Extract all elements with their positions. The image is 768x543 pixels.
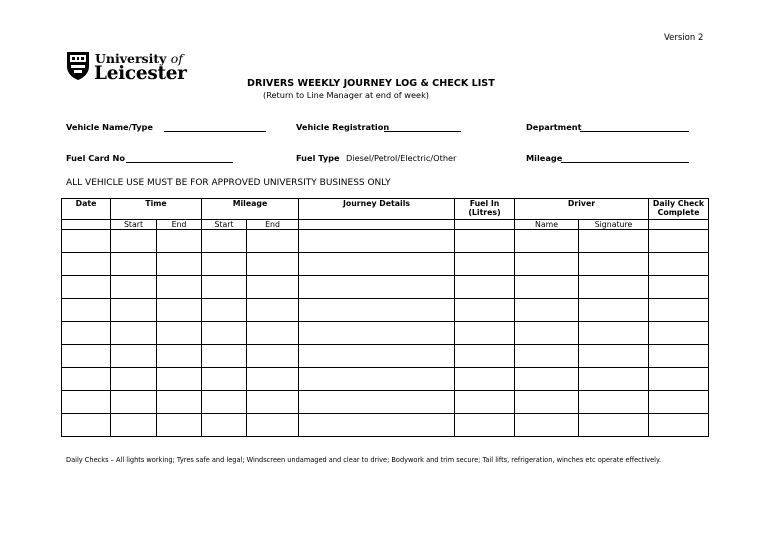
- mileage-label: Mileage: [526, 153, 563, 163]
- department-label: Department: [526, 122, 582, 132]
- header-date: Date: [62, 199, 111, 220]
- table-cell[interactable]: [157, 253, 202, 276]
- table-row: [62, 345, 709, 368]
- fuel-card-no-label: Fuel Card No: [66, 153, 125, 163]
- table-cell[interactable]: [202, 299, 247, 322]
- table-row: [62, 230, 709, 253]
- table-row: [62, 322, 709, 345]
- table-cell[interactable]: [62, 368, 111, 391]
- table-cell[interactable]: [247, 299, 299, 322]
- table-cell[interactable]: [202, 368, 247, 391]
- table-cell[interactable]: [247, 368, 299, 391]
- table-cell[interactable]: [247, 391, 299, 414]
- table-cell[interactable]: [157, 368, 202, 391]
- table-cell[interactable]: [62, 253, 111, 276]
- daily-checks-footnote: Daily Checks – All lights working; Tyres safe and legal; Windscreen undamaged and clear to drive; Bodywork and trim secure; Tail lifts, refrigeration, winches etc operate effectively.: [66, 456, 662, 464]
- table-cell[interactable]: [202, 322, 247, 345]
- table-cell[interactable]: [62, 276, 111, 299]
- table-cell[interactable]: [515, 368, 579, 391]
- table-cell[interactable]: [455, 230, 515, 253]
- table-cell[interactable]: [157, 345, 202, 368]
- table-cell[interactable]: [299, 230, 455, 253]
- table-cell[interactable]: [247, 322, 299, 345]
- table-cell[interactable]: [299, 345, 455, 368]
- table-cell[interactable]: [157, 230, 202, 253]
- table-cell[interactable]: [62, 414, 111, 437]
- table-cell[interactable]: [515, 322, 579, 345]
- table-cell[interactable]: [579, 345, 649, 368]
- table-cell[interactable]: [202, 276, 247, 299]
- table-cell[interactable]: [515, 391, 579, 414]
- table-row: [62, 276, 709, 299]
- vehicle-name-type-label: Vehicle Name/Type: [66, 122, 153, 132]
- approved-use-notice: ALL VEHICLE USE MUST BE FOR APPROVED UNIVERSITY BUSINESS ONLY: [66, 178, 391, 188]
- table-row: [62, 299, 709, 322]
- crest-icon: [66, 51, 90, 81]
- header-time: Time: [111, 199, 202, 220]
- table-cell[interactable]: [62, 391, 111, 414]
- table-cell[interactable]: [649, 230, 709, 253]
- subheader-time-start: Start: [111, 220, 157, 230]
- table-row: [62, 368, 709, 391]
- table-cell[interactable]: [111, 414, 157, 437]
- subheader-empty: [62, 220, 111, 230]
- table-cell[interactable]: [62, 345, 111, 368]
- vehicle-name-type-field[interactable]: [164, 122, 266, 132]
- table-cell[interactable]: [299, 276, 455, 299]
- table-row: [62, 414, 709, 437]
- table-cell[interactable]: [579, 322, 649, 345]
- department-field[interactable]: [580, 122, 689, 132]
- table-cell[interactable]: [247, 345, 299, 368]
- table-cell[interactable]: [579, 230, 649, 253]
- table-cell[interactable]: [157, 414, 202, 437]
- fuel-type-options: Diesel/Petrol/Electric/Other: [346, 153, 457, 163]
- table-cell[interactable]: [202, 253, 247, 276]
- subheader-empty: [299, 220, 455, 230]
- subheader-time-end: End: [157, 220, 202, 230]
- table-cell[interactable]: [649, 299, 709, 322]
- table-cell[interactable]: [455, 253, 515, 276]
- table-cell[interactable]: [515, 230, 579, 253]
- table-cell[interactable]: [157, 276, 202, 299]
- table-cell[interactable]: [111, 322, 157, 345]
- table-cell[interactable]: [515, 253, 579, 276]
- table-cell[interactable]: [111, 253, 157, 276]
- table-cell[interactable]: [299, 391, 455, 414]
- table-cell[interactable]: [579, 368, 649, 391]
- header-daily-check: Daily Check Complete: [649, 199, 709, 220]
- table-cell[interactable]: [515, 299, 579, 322]
- fuel-type-label: Fuel Type: [296, 153, 340, 163]
- table-cell[interactable]: [455, 414, 515, 437]
- table-cell[interactable]: [299, 253, 455, 276]
- table-cell[interactable]: [649, 414, 709, 437]
- mileage-field[interactable]: [561, 153, 689, 163]
- table-cell[interactable]: [299, 299, 455, 322]
- table-cell[interactable]: [62, 299, 111, 322]
- table-cell[interactable]: [299, 368, 455, 391]
- subheader-driver-name: Name: [515, 220, 579, 230]
- subheader-empty: [649, 220, 709, 230]
- table-cell[interactable]: [455, 322, 515, 345]
- header-fuel-in: Fuel In (Litres): [455, 199, 515, 220]
- table-row: [62, 391, 709, 414]
- table-cell[interactable]: [157, 299, 202, 322]
- header-journey-details: Journey Details: [299, 199, 455, 220]
- table-cell[interactable]: [299, 322, 455, 345]
- table-cell[interactable]: [455, 299, 515, 322]
- table-cell[interactable]: [157, 391, 202, 414]
- table-cell[interactable]: [579, 253, 649, 276]
- table-cell[interactable]: [202, 391, 247, 414]
- subheader-driver-signature: Signature: [579, 220, 649, 230]
- vehicle-registration-label: Vehicle Registration: [296, 122, 390, 132]
- subheader-mileage-end: End: [247, 220, 299, 230]
- table-cell[interactable]: [455, 276, 515, 299]
- table-cell[interactable]: [202, 230, 247, 253]
- table-cell[interactable]: [111, 345, 157, 368]
- table-cell[interactable]: [62, 230, 111, 253]
- table-cell[interactable]: [649, 322, 709, 345]
- page-subtitle: (Return to Line Manager at end of week): [263, 90, 429, 100]
- journey-log-table: [61, 198, 709, 437]
- table-cell[interactable]: [247, 276, 299, 299]
- version-label: Version 2: [664, 33, 704, 43]
- table-cell[interactable]: [111, 299, 157, 322]
- table-cell[interactable]: [455, 345, 515, 368]
- table-cell[interactable]: [649, 345, 709, 368]
- table-cell[interactable]: [455, 391, 515, 414]
- table-cell[interactable]: [515, 345, 579, 368]
- table-cell[interactable]: [579, 414, 649, 437]
- subheader-mileage-start: Start: [202, 220, 247, 230]
- table-cell[interactable]: [455, 368, 515, 391]
- table-cell[interactable]: [111, 391, 157, 414]
- header-driver: Driver: [515, 199, 649, 220]
- table-cell[interactable]: [299, 414, 455, 437]
- table-cell[interactable]: [111, 230, 157, 253]
- fuel-card-no-field[interactable]: [126, 153, 233, 163]
- table-cell[interactable]: [202, 414, 247, 437]
- vehicle-registration-field[interactable]: [384, 122, 461, 132]
- logo-wordmark-top: University of: [95, 51, 183, 66]
- table-cell[interactable]: [649, 368, 709, 391]
- header-mileage: Mileage: [202, 199, 299, 220]
- page-title: DRIVERS WEEKLY JOURNEY LOG & CHECK LIST: [247, 78, 495, 89]
- table-cell[interactable]: [649, 391, 709, 414]
- table-cell[interactable]: [579, 299, 649, 322]
- logo-wordmark-bottom: Leicester: [94, 63, 187, 84]
- table-cell[interactable]: [157, 322, 202, 345]
- university-logo: [66, 51, 201, 85]
- table-cell[interactable]: [649, 253, 709, 276]
- table-cell[interactable]: [62, 322, 111, 345]
- table-cell[interactable]: [515, 276, 579, 299]
- table-cell[interactable]: [649, 276, 709, 299]
- table-cell[interactable]: [247, 230, 299, 253]
- table-cell[interactable]: [579, 391, 649, 414]
- subheader-empty: [455, 220, 515, 230]
- table-cell[interactable]: [202, 345, 247, 368]
- table-cell[interactable]: [111, 276, 157, 299]
- table-cell[interactable]: [515, 414, 579, 437]
- table-cell[interactable]: [247, 253, 299, 276]
- table-cell[interactable]: [579, 276, 649, 299]
- table-row: [62, 253, 709, 276]
- table-cell[interactable]: [247, 414, 299, 437]
- table-cell[interactable]: [111, 368, 157, 391]
